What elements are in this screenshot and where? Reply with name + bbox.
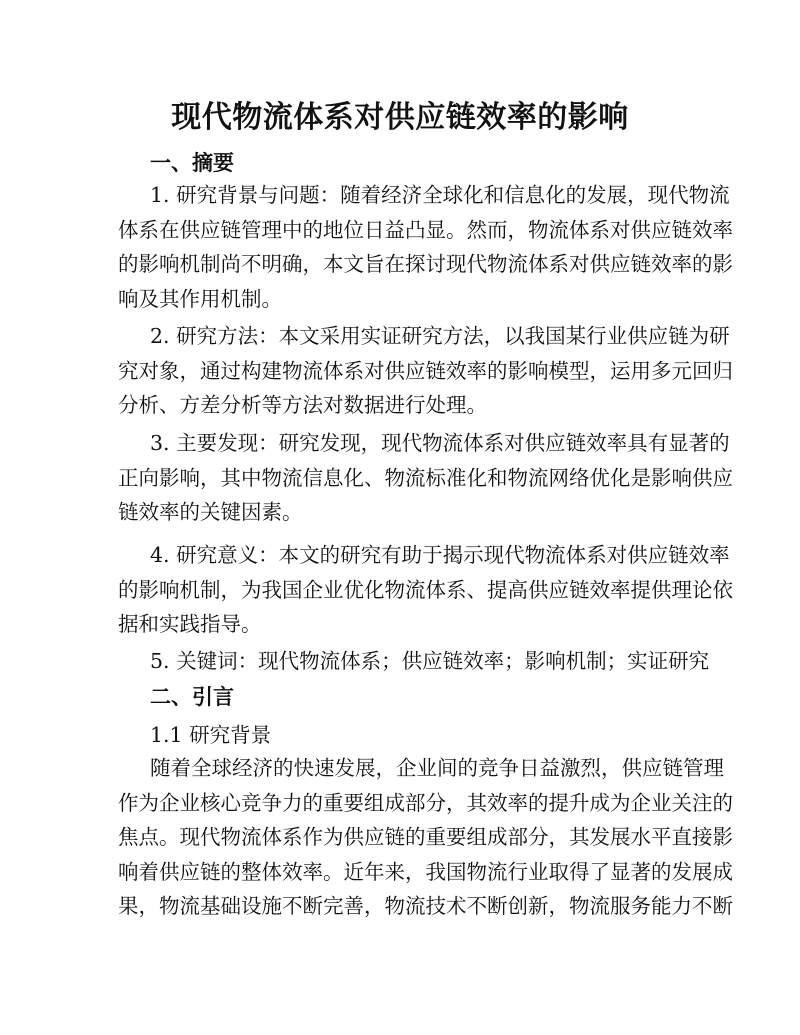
intro-paragraph <box>118 751 733 924</box>
text-line: 响及其作用机制。 <box>118 286 282 311</box>
text-line: 的影响机制尚不明确，本文旨在探讨现代物流体系对供应链效率的影 <box>118 252 733 276</box>
text-line: 4. 研究意义：本文的研究有助于揭示现代物流体系对供应链效率 <box>150 543 730 567</box>
text-line: 链效率的关键因素。 <box>118 500 303 524</box>
text-line: 随着全球经济的快速发展，企业间的竞争日益激烈，供应链管理 <box>150 756 724 780</box>
abstract-paragraph-3 <box>118 426 733 530</box>
section-heading-intro: 二、引言 <box>150 685 234 709</box>
subsection-heading-background: 1.1 研究背景 <box>150 723 272 747</box>
abstract-paragraph-2 <box>118 319 733 423</box>
section-heading-abstract: 一、摘要 <box>150 151 234 175</box>
text-line: 正向影响，其中物流信息化、物流标准化和物流网络优化是影响供应 <box>118 465 733 490</box>
document-title: 现代物流体系对供应链效率的影响 <box>171 100 629 135</box>
text-line: 2. 研究方法：本文采用实证研究方法，以我国某行业供应链为研 <box>150 324 730 348</box>
text-line: 作为企业核心竞争力的重要组成部分，其效率的提升成为企业关注的 <box>118 790 733 815</box>
text-line: 果，物流基础设施不断完善，物流技术不断创新，物流服务能力不断 <box>118 894 733 918</box>
text-line: 响着供应链的整体效率。近年来，我国物流行业取得了显著的发展成 <box>118 859 733 884</box>
text-line: 的影响机制，为我国企业优化物流体系、提高供应链效率提供理论依 <box>118 577 733 602</box>
abstract-paragraph-1 <box>118 178 733 316</box>
text-line: 1. 研究背景与问题：随着经济全球化和信息化的发展，现代物流 <box>150 183 730 207</box>
text-line: 3. 主要发现：研究发现，现代物流体系对供应链效率具有显著的 <box>150 431 730 455</box>
text-line: 据和实践指导。 <box>118 612 262 636</box>
text-line: 究对象，通过构建物流体系对供应链效率的影响模型，运用多元回归 <box>118 358 733 383</box>
text-line: 焦点。现代物流体系作为供应链的重要组成部分，其发展水平直接影 <box>118 825 733 849</box>
abstract-paragraph-4 <box>118 538 733 642</box>
text-line: 5. 关键词：现代物流体系；供应链效率；影响机制；实证研究 <box>150 649 710 673</box>
text-line: 体系在供应链管理中的地位日益凸显。然而，物流体系对供应链效率 <box>118 217 733 242</box>
text-line: 分析、方差分析等方法对数据进行处理。 <box>118 393 487 417</box>
abstract-keywords <box>118 644 710 679</box>
